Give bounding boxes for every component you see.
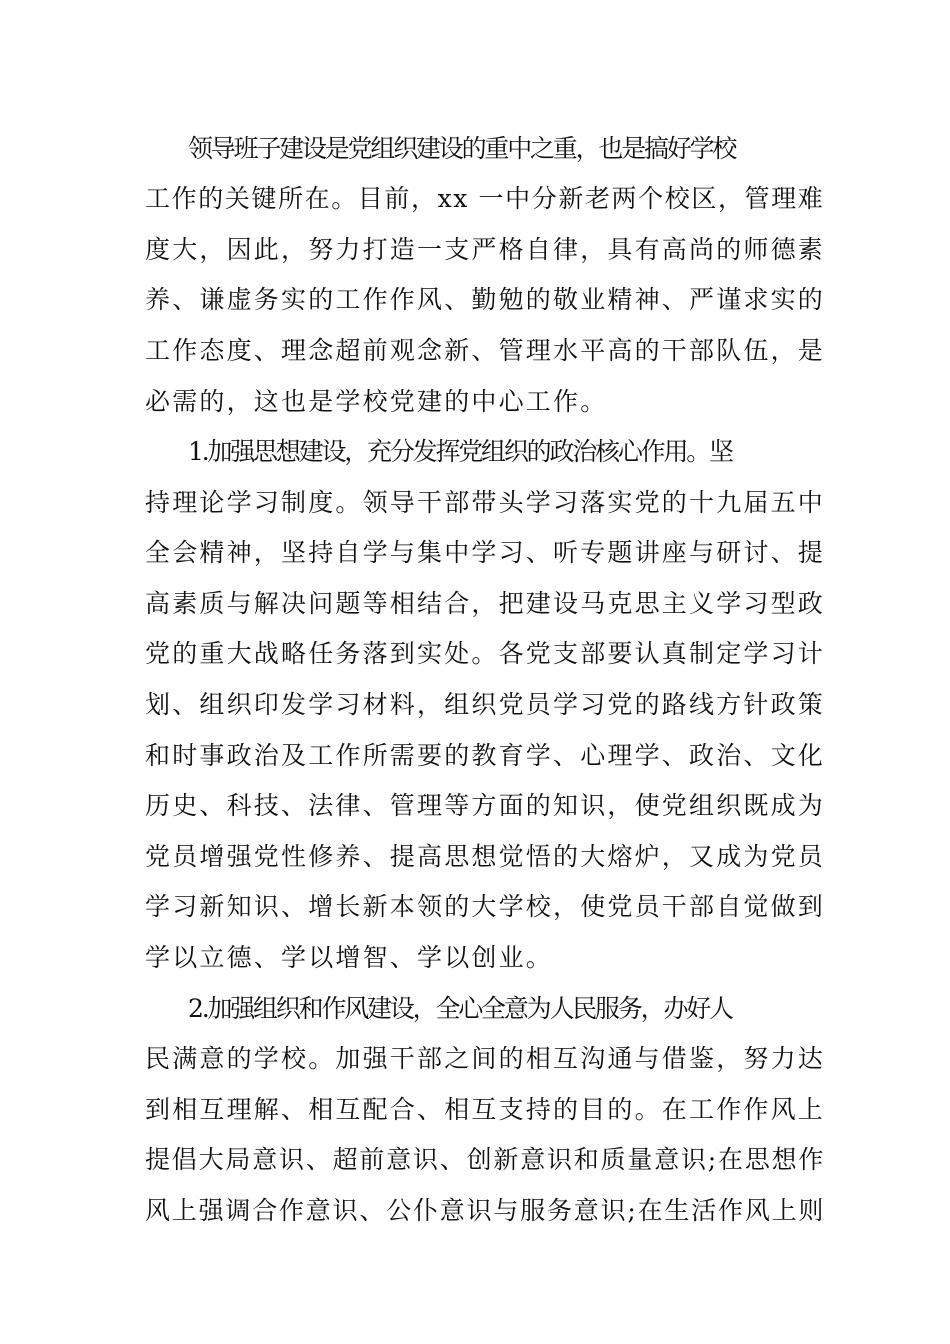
text-line: 工作态度、理念超前观念新、管理水平高的干部队伍，是 (145, 336, 826, 365)
text-line: 党员增强党性修养、提高思想觉悟的大熔炉，又成为党员 (145, 842, 826, 871)
text-line: 民满意的学校。加强干部之间的相互沟通与借鉴，努力达 (145, 1044, 826, 1073)
text-line: 党的重大战略任务落到实处。各党支部要认真制定学习计 (145, 639, 826, 668)
text-line: 必需的，这也是学校党建的中心工作。 (145, 387, 608, 416)
text-line: 学习新知识、增长新本领的大学校，使党员干部自觉做到 (145, 892, 826, 921)
text-line: 养、谦虚务实的工作作风、勤勉的敬业精神、严谨求实的 (145, 285, 826, 314)
text-line: 2.加强组织和作风建设，全心全意为人民服务，办好人 (188, 994, 732, 1023)
text-line: 领导班子建设是党组织建设的重中之重，也是搞好学校 (188, 134, 736, 163)
text-line: 提倡大局意识、超前意识、创新意识和质量意识;在思想作 (145, 1145, 826, 1174)
text-line: 全会精神，坚持自学与集中学习、听专题讲座与研讨、提 (145, 538, 826, 567)
text-line: 度大，因此，努力打造一支严格自律，具有高尚的师德素 (145, 235, 826, 264)
text-line: 和时事政治及工作所需要的教育学、心理学、政治、文化 (145, 741, 826, 770)
text-line: 历史、科技、法律、管理等方面的知识，使党组织既成为 (145, 791, 826, 820)
text-line: 到相互理解、相互配合、相互支持的目的。在工作作风上 (145, 1095, 826, 1124)
text-line: 持理论学习制度。领导干部带头学习落实党的十九届五中 (145, 488, 826, 517)
text-line: 高素质与解决问题等相结合，把建设马克思主义学习型政 (145, 589, 826, 618)
text-line: 工作的关键所在。目前，xx 一中分新老两个校区，管理难 (145, 184, 825, 213)
text-line: 学以立德、学以增智、学以创业。 (145, 943, 554, 972)
text-line: 划、组织印发学习材料，组织党员学习党的路线方针政策 (145, 690, 826, 719)
text-line: 1.加强思想建设，充分发挥党组织的政治核心作用。坚 (188, 437, 732, 466)
text-line: 风上强调合作意识、公仆意识与服务意识;在生活作风上则 (145, 1196, 826, 1225)
